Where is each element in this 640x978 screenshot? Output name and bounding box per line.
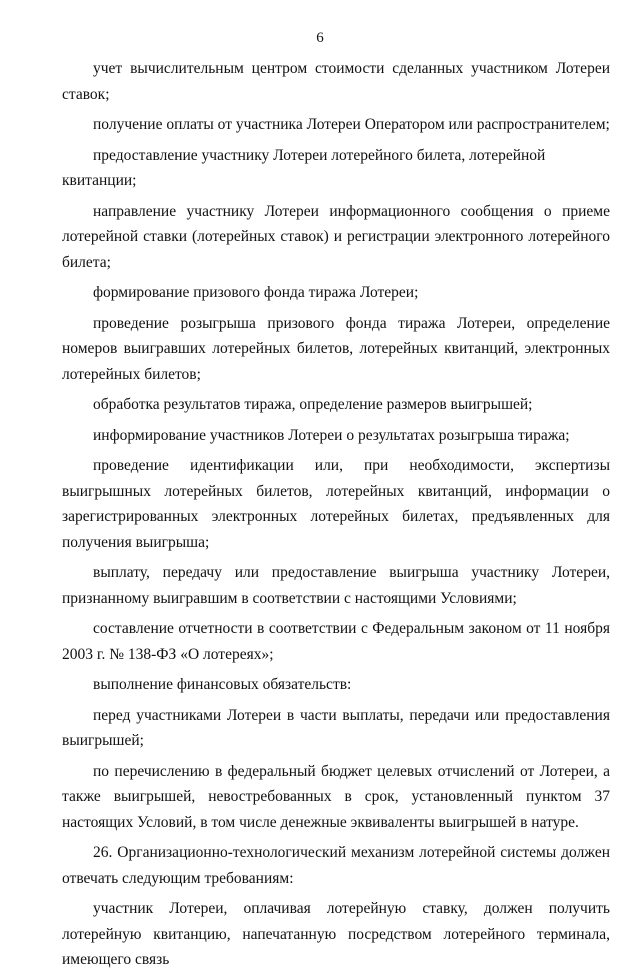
document-body — [62, 56, 610, 978]
paragraph: перед участниками Лотереи в части выплаты, передачи или предоставления выигрышей; — [62, 706, 610, 749]
paragraph: по перечислению в федеральный бюджет целевых отчислений от Лотереи, а также выигрышей, невостребованных в срок, установленный пунктом 37 настоящих Условий, в том числе денежные эквиваленты выигрышей в натуре. — [62, 762, 610, 831]
paragraph: 26. Организационно-технологический механизм лотерейной системы должен отвечать следующим требованиям: — [62, 844, 610, 887]
paragraph: получение оплаты от участника Лотереи Оператором или распространителем; — [93, 116, 610, 133]
page-number: 6 — [316, 30, 324, 46]
paragraph: обработка результатов тиража, определение размеров выигрышей; — [93, 396, 533, 413]
paragraph: участник Лотереи, оплачивая лотерейную ставку, должен получить лотерейную квитанцию, напечатанную посредством лотерейного терминала, имеющего связь — [62, 900, 610, 968]
paragraph: информирование участников Лотереи о результатах розыгрыша тиража; — [93, 426, 570, 444]
paragraph: выплату, передачу или предоставление выигрыша участнику Лотереи, признанному выигравшим в соответствии с настоящими Условиями; — [62, 564, 610, 607]
paragraph: выполнение финансовых обязательств: — [93, 676, 352, 693]
paragraph: проведение розыгрыша призового фонда тиража Лотереи, определение номеров выигравших лотерейных билетов, лотерейных квитанций, электронных лотерейных билетов; — [62, 314, 610, 383]
paragraph: проведение идентификации или, при необходимости, экспертизы выигрышных лотерейных билетов, лотерейных квитанций, информации о зарегистрированных электронных лотерейных билетах, предъявленных для получения выигрыша; — [62, 457, 610, 551]
paragraph: направление участнику Лотереи информационного сообщения о приеме лотерейной ставки (лотерейных ставок) и регистрации электронного лотерейного билета; — [62, 202, 610, 271]
paragraph: составление отчетности в соответствии с Федеральным законом от 11 ноября 2003 г. № 138-ФЗ «О лотереях»; — [62, 620, 610, 663]
paragraph: формирование призового фонда тиража Лотереи; — [93, 284, 419, 301]
paragraph: предоставление участнику Лотереи лотерейного билета, лотерейной квитанции; — [62, 146, 546, 189]
paragraph: учет вычислительным центром стоимости сделанных участником Лотереи ставок; — [62, 60, 610, 103]
